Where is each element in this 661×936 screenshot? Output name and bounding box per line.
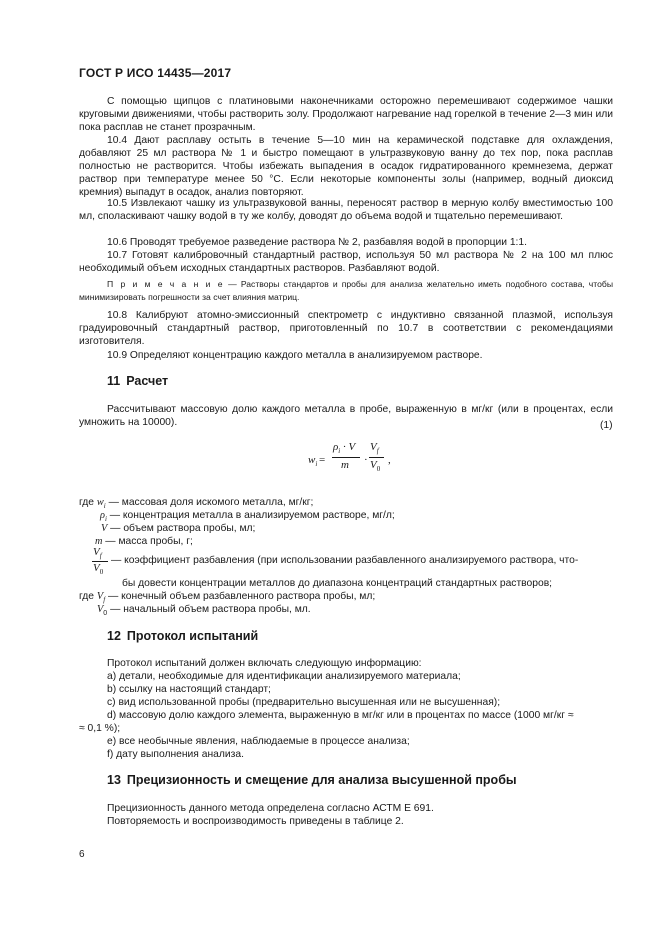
list-item: f) дату выполнения анализа. — [107, 749, 244, 760]
list-item: c) вид использованной пробы (предварительно высушенная или не высушенная); — [107, 697, 501, 708]
def-m: m — масса пробы, г; — [95, 536, 193, 547]
def-ratio: — коэффициент разбавления (при использовании разбавленного анализируемого раствора, что- — [111, 555, 579, 566]
section-12-intro: Протокол испытаний должен включать следующую информацию: — [107, 658, 422, 669]
ratio-symbol: $V_f$ $V_0$ — [92, 546, 114, 576]
section-13-line: Прецизионность данного метода определена согласно АСТМ Е 691. — [107, 803, 434, 814]
document-header: ГОСТ Р ИСО 14435—2017 — [79, 66, 232, 80]
note — [79, 278, 613, 304]
paragraph-10-8: 10.8 Калибруют атомно-эмиссионный спектрометр с индуктивно связанной плазмой, используя градуировочный стандартный раствор, приготовленный по 10.7 в соответствии с рекомендациями изготовителя. — [79, 310, 613, 348]
note-label: П р и м е ч а н и е — [107, 279, 225, 289]
list-item: e) все необычные явления, наблюдаемые в процессе анализа; — [107, 736, 410, 747]
section-13-line: Повторяемость и воспроизводимость приведены в таблице 2. — [107, 816, 404, 827]
note-text: — Растворы стандартов и пробы для анализа желательно иметь подобного состава, чтобы минимизировать погрешности за счет влияния матриц. — [79, 279, 613, 302]
page-number: 6 — [79, 849, 85, 860]
list-item-cont: ≈ 0,1 %); — [79, 723, 121, 734]
def-v: V — объем раствора пробы, мл; — [101, 523, 256, 534]
section-12-heading: 12 Протокол испытаний — [107, 629, 259, 643]
paragraph-10-7: 10.7 Готовят калибровочный стандартный раствор, используя 50 мл раствора № 2 на 100 мл плюс необходимый объем исходных стандартных растворов. Разбавляют водой. — [79, 250, 613, 275]
def-v0: $V_0$ — начальный объем раствора пробы, мл. — [97, 604, 311, 618]
section-11-heading: 11 Расчет — [107, 374, 169, 388]
paragraph-10-5: 10.5 Извлекают чашку из ультразвуковой ванны, переносят раствор в мерную колбу вместимостью 100 мл, споласкивают чашку водой в ту же колбу, доводят до объема водой и тщательно перемешивают. — [79, 198, 613, 223]
fraction-bar-1 — [332, 457, 360, 458]
equation-number: (1) — [600, 420, 613, 431]
def-vf: где $V_f$ — конечный объем разбавленного раствора пробы, мл; — [79, 591, 376, 605]
def-w: где $w_i$ — массовая доля искомого металла, мг/кг; — [79, 497, 314, 511]
paragraph-10-4: 10.4 Дают расплаву остыть в течение 5—10 мин на керамической подставке для охлаждения, добавляют 25 мл раствора № 1 и быстро помещают в ультразвуковую ванну до тех пор, пока расплав полностью не растворится. Чтобы избежать выпадения в осадок гидратированного кремнезема, держат раствор при температуре менее 50 °С. Если некоторые компоненты золы (например, водный диоксид кремния) выпадут в осадок, анализ повторяют. — [79, 135, 613, 199]
paragraph-10-6: 10.6 Проводят требуемое разведение раствора № 2, разбавляя водой в пропорции 1:1. — [107, 237, 528, 248]
fraction-bar-2 — [369, 457, 384, 458]
section-11-intro: Рассчитывают массовую долю каждого металла в пробе, выраженную в мг/кг (или в процентах, если умножить на 10000). — [79, 404, 613, 429]
formula-mass-fraction: $w_i$ = $\rho_i \cdot V$ m · $V_f$ $V_0$ , — [308, 441, 391, 474]
section-13-heading: 13 Прецизионность и смещение для анализа высушенной пробы — [107, 773, 517, 787]
list-item: d) массовую долю каждого элемента, выраженную в мг/кг или в процентах по массе (1000 мг/кг ≈ — [107, 710, 574, 721]
def-rho: $\rho_i$ — концентрация металла в анализируемом растворе, мг/л; — [100, 510, 395, 524]
list-item: a) детали, необходимые для идентификации анализируемого материала; — [107, 671, 461, 682]
list-item: b) ссылку на настоящий стандарт; — [107, 684, 271, 695]
def-ratio-cont: бы довести концентрации металлов до диапазона концентраций стандартных растворов; — [122, 578, 553, 589]
paragraph-10-9: 10.9 Определяют концентрацию каждого металла в анализируемом растворе. — [107, 350, 483, 361]
paragraph-ash-dissolve: С помощью щипцов с платиновыми наконечниками осторожно перемешивают содержимое чашки круговыми движениями, чтобы растворить золу. Продолжают нагревание над горелкой в течение 2—3 мин или пока расплав не станет прозрачным. — [79, 96, 613, 134]
